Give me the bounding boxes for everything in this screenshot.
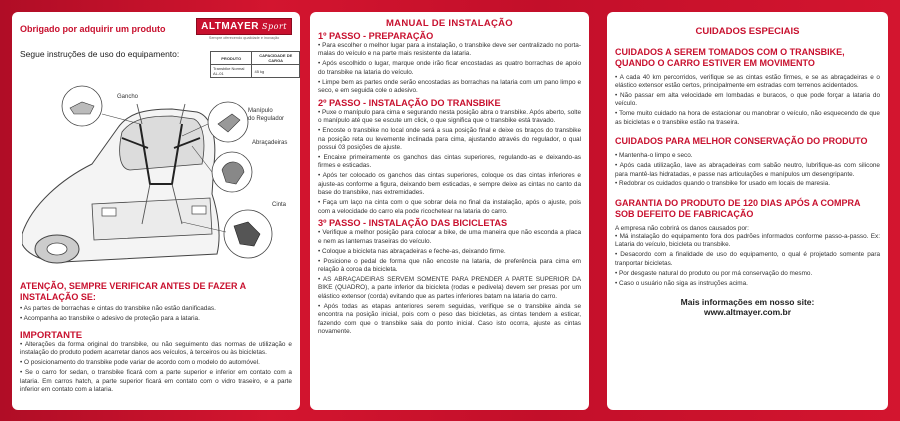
step3-item: • AS ABRAÇADEIRAS SERVEM SOMENTE PARA PRENDER A PARTE SUPERIOR DA BIKE (QUADRO), a parte inferior da bicicleta (rodas e pedivela) devem ser presas por um elástico extensor (corda) evitando que as partes inferiores batam na lataria do carro. — [318, 276, 581, 301]
brand-logo — [196, 18, 292, 40]
logo-tagline: Sempre oferecendo qualidade e inovação — [208, 36, 280, 40]
care-title: CUIDADOS ESPECIAIS — [695, 26, 800, 37]
label-gancho: Gancho — [117, 94, 139, 100]
attention-title: ATENÇÃO, SEMPRE VERIFICAR ANTES DE FAZER A INSTALAÇÃO SE: — [20, 281, 246, 302]
label-cinta: Cinta — [272, 202, 287, 208]
manual-title: MANUAL DE INSTALAÇÃO — [385, 18, 514, 29]
step3-item: • Verifique a melhor posição para colocar a bike, de uma maneira que não esconda a placa e nem as lanternas traseiras do veículo. — [318, 229, 581, 246]
care-moving-item: • A cada 40 km percorridos, verifique se as cintas estão firmes, e se as abraçadeiras e o elástico extensor estão certos, principalmente em estradas com terrenos acidentados. — [615, 74, 880, 91]
spec-table — [210, 51, 300, 78]
warranty-section — [615, 198, 880, 288]
care-moving-item: • Tome muito cuidado na hora de estacionar ou manobrar o veículo, não esquecendo de que as bicicletas e o transbike estão na traseira. — [615, 110, 880, 127]
panel-right — [607, 12, 888, 410]
warranty-intro: A empresa não cobrirá os danos causados por: — [615, 224, 749, 232]
label-abracadeiras: Abraçadeiras — [252, 140, 288, 146]
step3-item: • Posicione o pedal de forma que não encoste na lataria, de preferência para cima em relação à coroa da bicicleta. — [318, 258, 581, 275]
step1-item: • Após escolhido o lugar, marque onde irão ficar encostadas as quatro borrachas de apoio do transbike na lataria do veículo. — [318, 60, 581, 77]
spec-header-product: PRODUTO — [211, 52, 252, 65]
warranty-item: • Desacordo com a finalidade de uso do equipamento, o qual é projetado somente para tranportar bicicletas. — [615, 251, 880, 268]
step3-item: • Coloque a bicicleta nas abraçadeiras e feche-as, deixando firme. — [318, 248, 581, 256]
step2-item: • Puxe o manípulo para cima e segurando nesta posição abra o transbike. Após aberto, solte o manípulo até que se escute um click, o que significa que o transbike está travado. — [318, 109, 581, 126]
website-link[interactable]: www.altmayer.com.br — [703, 307, 792, 318]
warranty-title: GARANTIA DO PRODUTO DE 120 DIAS APÓS A COMPRA SOB DEFEITO DE FABRICAÇÃO — [615, 197, 861, 219]
follow-instructions: Segue instruções de uso do equipamento: — [20, 49, 180, 59]
more-info-text: Mais informações em nosso site: — [680, 297, 815, 308]
step2-title: 2º PASSO - INSTALAÇÃO DO TRANSBIKE — [318, 97, 501, 108]
attention-item: • As partes de borrachas e cintas do transbike não estão danificadas. — [20, 305, 292, 313]
step3-item: • Após todas as etapas anteriores serem seguidas, verifique se o transbike ainda se encontra na posição inicial, pois com o peso das bicicletas, as cintas tendem a esticar, fazendo com que o transbike saia do ponto inicial. Caso isto ocorra, ajuste as cintas novamente. — [318, 303, 581, 337]
panel-middle — [310, 12, 589, 410]
care-conservation-item: • Mantenha-o limpo e seco. — [615, 152, 880, 160]
care-moving-item: • Não passar em alta velocidade em lombadas e buracos, o que pode forçar a lataria do veículo. — [615, 92, 880, 109]
important-title: IMPORTANTE — [20, 330, 83, 341]
attention-list — [20, 305, 292, 325]
care-conservation-title: CUIDADOS PARA MELHOR CONSERVAÇÃO DO PRODUTO — [615, 136, 868, 147]
step1-title: 1º PASSO - PREPARAÇÃO — [318, 31, 434, 41]
care-moving-title: CUIDADOS A SEREM TOMADOS COM O TRANSBIKE, QUANDO O CARRO ESTIVER EM MOVIMENTO — [615, 47, 845, 68]
important-item: • Se o carro for sedan, o transbike ficará com a parte superior e inferior em contato com a lataria. Em carros hatch, a parte superior ficará em contato com o vidro traseiro, e a parte inferior em contato com a lataria. — [20, 369, 292, 394]
care-section-conservation — [615, 136, 880, 189]
step2-item: • Encaixe primeiramente os ganchos das cintas superiores, regulando-as e deixando-as firmes e esticadas. — [318, 154, 581, 171]
warranty-item: • Por desgaste natural do produto ou por má conservação do mesmo. — [615, 270, 880, 278]
step1-item: • Para escolher o melhor lugar para a instalação, o transbike deve ser centralizado no porta-malas do veículo e na parte mais resistente da lataria. — [318, 42, 581, 59]
spec-capacity: 45 kg — [252, 65, 300, 78]
spec-product: Transbike Normal AL-01 — [211, 65, 252, 78]
step1-item: • Limpe bem as partes onde serão encostadas as borrachas na lataria com um pano limpo e seco, e em seguida cole o adesivo. — [318, 79, 581, 96]
logo-sport: Sport — [262, 22, 287, 31]
care-conservation-item: • Após cada utilização, lave as abraçadeiras com sabão neutro, lubrifique-as com silicone para mantê-las hidratadas, e passe nas articulações e manípulos um desengripante. — [615, 162, 880, 179]
warranty-item: • Caso o usuário não siga as instruções acima. — [615, 280, 880, 288]
care-conservation-item: • Redobrar os cuidados quando o transbike for usado em locais de maresia. — [615, 180, 880, 188]
important-list — [20, 341, 292, 396]
label-manipulo: Manípulo — [248, 108, 273, 114]
step2-item: • Faça um laço na cinta com o que sobrar dela no final da instalação, após o ajuste, pois com a velocidade do carro ela pode ricochetear na lataria do carro. — [318, 199, 581, 216]
panel-left — [12, 12, 300, 410]
step2-item: • Após ter colocado os ganchos das cintas superiores, coloque os das cintas inferiores e ajuste-as conforme a figura, deixando bem esticadas, e sempre deixe as cintas no canto da base do transbike, nas extremidades. — [318, 172, 581, 197]
important-item: • O posicionamento do transbike pode variar de acordo com o modelo do automóvel. — [20, 359, 292, 367]
spec-header-capacity: CAPACIDADE DE CARGA — [252, 52, 300, 65]
logo-brand: ALTMAYER — [201, 21, 260, 32]
header-row — [20, 18, 292, 40]
installation-diagram — [22, 84, 294, 274]
attention-item: • Acompanha ao transbike o adesivo de proteção para a lataria. — [20, 315, 292, 323]
thanks-text: Obrigado por adquirir um produto — [20, 24, 166, 34]
step3-title: 3º PASSO - INSTALAÇÃO DAS BICICLETAS — [318, 218, 508, 229]
label-manipulo-regulador: do Regulador — [248, 116, 285, 122]
step2-item: • Encoste o transbike no local onde será a sua posição final e deixe os braços do transbike na posição reta ou levemente inclinada para cima, ajustando através do regulador, o qual possui 03 posições de ajuste. — [318, 127, 581, 152]
warranty-item: • Má instalação do equipamento fora dos padrões informados conforme passo-a-passo. Ex: Lataria do veículo, bicicleta ou transbike. — [615, 233, 880, 250]
important-item: • Alterações da forma original do transbike, ou não seguimento das normas de utilização e instalação do produto podem acarretar danos aos veículos, à terceiros ou às bicicletas. — [20, 341, 292, 358]
care-section-moving — [615, 47, 880, 127]
